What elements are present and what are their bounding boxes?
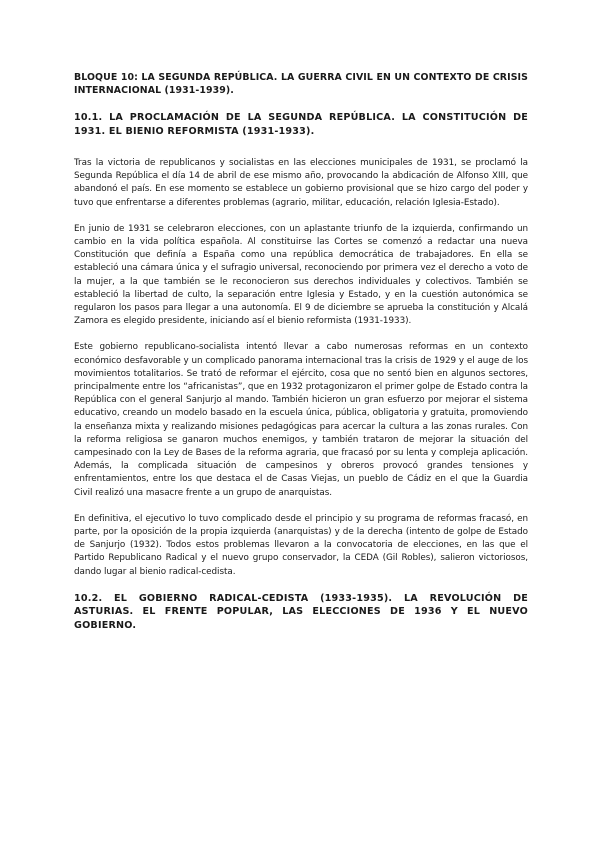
paragraph-4: En definitiva, el ejecutivo lo tuvo complicado desde el principio y su programa de reformas fracasó, en parte, por la oposición de la propia izquierda (anarquistas) y de la derecha (intento de golpe de Estado de Sanjurjo (1932). Todos estos problemas llevaron a la convocatoria de elecciones, en las que el Partido Republicano Radical y el nuevo grupo conservador, la CEDA (Gil Robles), salieron victoriosos, dando lugar al bienio radical-cedista. <box>74 513 528 577</box>
section-1-title: 10.1. LA PROCLAMACIÓN DE LA SEGUNDA REPÚBLICA. LA CONSTITUCIÓN DE 1931. EL BIENIO REFORMISTA (1931-1933). <box>74 112 528 137</box>
document-content <box>74 72 528 632</box>
paragraph-2: En junio de 1931 se celebraron elecciones, con un aplastante triunfo de la izquierda, confirmando un cambio en la vida política española. Al constituirse las Cortes se comenzó a redactar una nueva Constitución que definía a España como una república democrática de trabajadores. En ella se estableció una cámara única y el sufragio universal, reconociendo por primera vez el derecho a voto de la mujer, a la que también se le reconocieron sus derechos individuales y colectivos. También se estableció la libertad de culto, la separación entre Iglesia y Estado, y en la cuestión autonómica se regularon los pasos para llegar a una autonomía. El 9 de diciembre se aprueba la constitución y Alcalá Zamora es elegido presidente, iniciando así el bienio reformista (1931-1933). <box>74 223 528 327</box>
bloque-title: BLOQUE 10: LA SEGUNDA REPÚBLICA. LA GUERRA CIVIL EN UN CONTEXTO DE CRISIS INTERNACIONAL (1931-1939). <box>74 72 528 96</box>
section-2-title: 10.2. EL GOBIERNO RADICAL-CEDISTA (1933-1935). LA REVOLUCIÓN DE ASTURIAS. EL FRENTE POPULAR, LAS ELECCIONES DE 1936 Y EL NUEVO GOBIERNO. <box>74 592 528 631</box>
paragraph-3: Este gobierno republicano-socialista intentó llevar a cabo numerosas reformas en un contexto económico desfavorable y un complicado panorama internacional tras la crisis de 1929 y el auge de los movimientos totalitarios. Se trató de reformar el ejército, cosa que no sentó bien en algunos sectores, principalmente entre los “africanistas”, que en 1932 protagonizaron el primer golpe de Estado contra la República con el general Sanjurjo al mando. También hicieron un gran esfuerzo por mejorar el sistema educativo, creando un modelo basado en la escuela única, pública, obligatoria y gratuita, promoviendo la enseñanza mixta y realizando misiones pedagógicas para acercar la cultura a las zonas rurales. Con la reforma religiosa se ganaron muchos enemigos, y también trataron de mejorar la situación del campesinado con la Ley de Bases de la reforma agraria, que fracasó por su lenta y compleja aplicación. Además, la complicada situación de campesinos y obreros provocó grandes tensiones y enfrentamientos, entre los que destaca el de Casas Viejas, un pueblo de Cádiz en el que la Guardia Civil realizó una masacre frente a un grupo de anarquistas. <box>74 342 528 498</box>
paragraph-1: Tras la victoria de republicanos y socialistas en las elecciones municipales de 1931, se proclamó la Segunda República el día 14 de abril de ese mismo año, provocando la abdicación de Alfonso XIII, que abandonó el país. En ese momento se establece un gobierno provisional que se hizo cargo del poder y tuvo que enfrentarse a diferentes problemas (agrario, militar, educación, relación Iglesia-Estado). <box>74 158 528 208</box>
